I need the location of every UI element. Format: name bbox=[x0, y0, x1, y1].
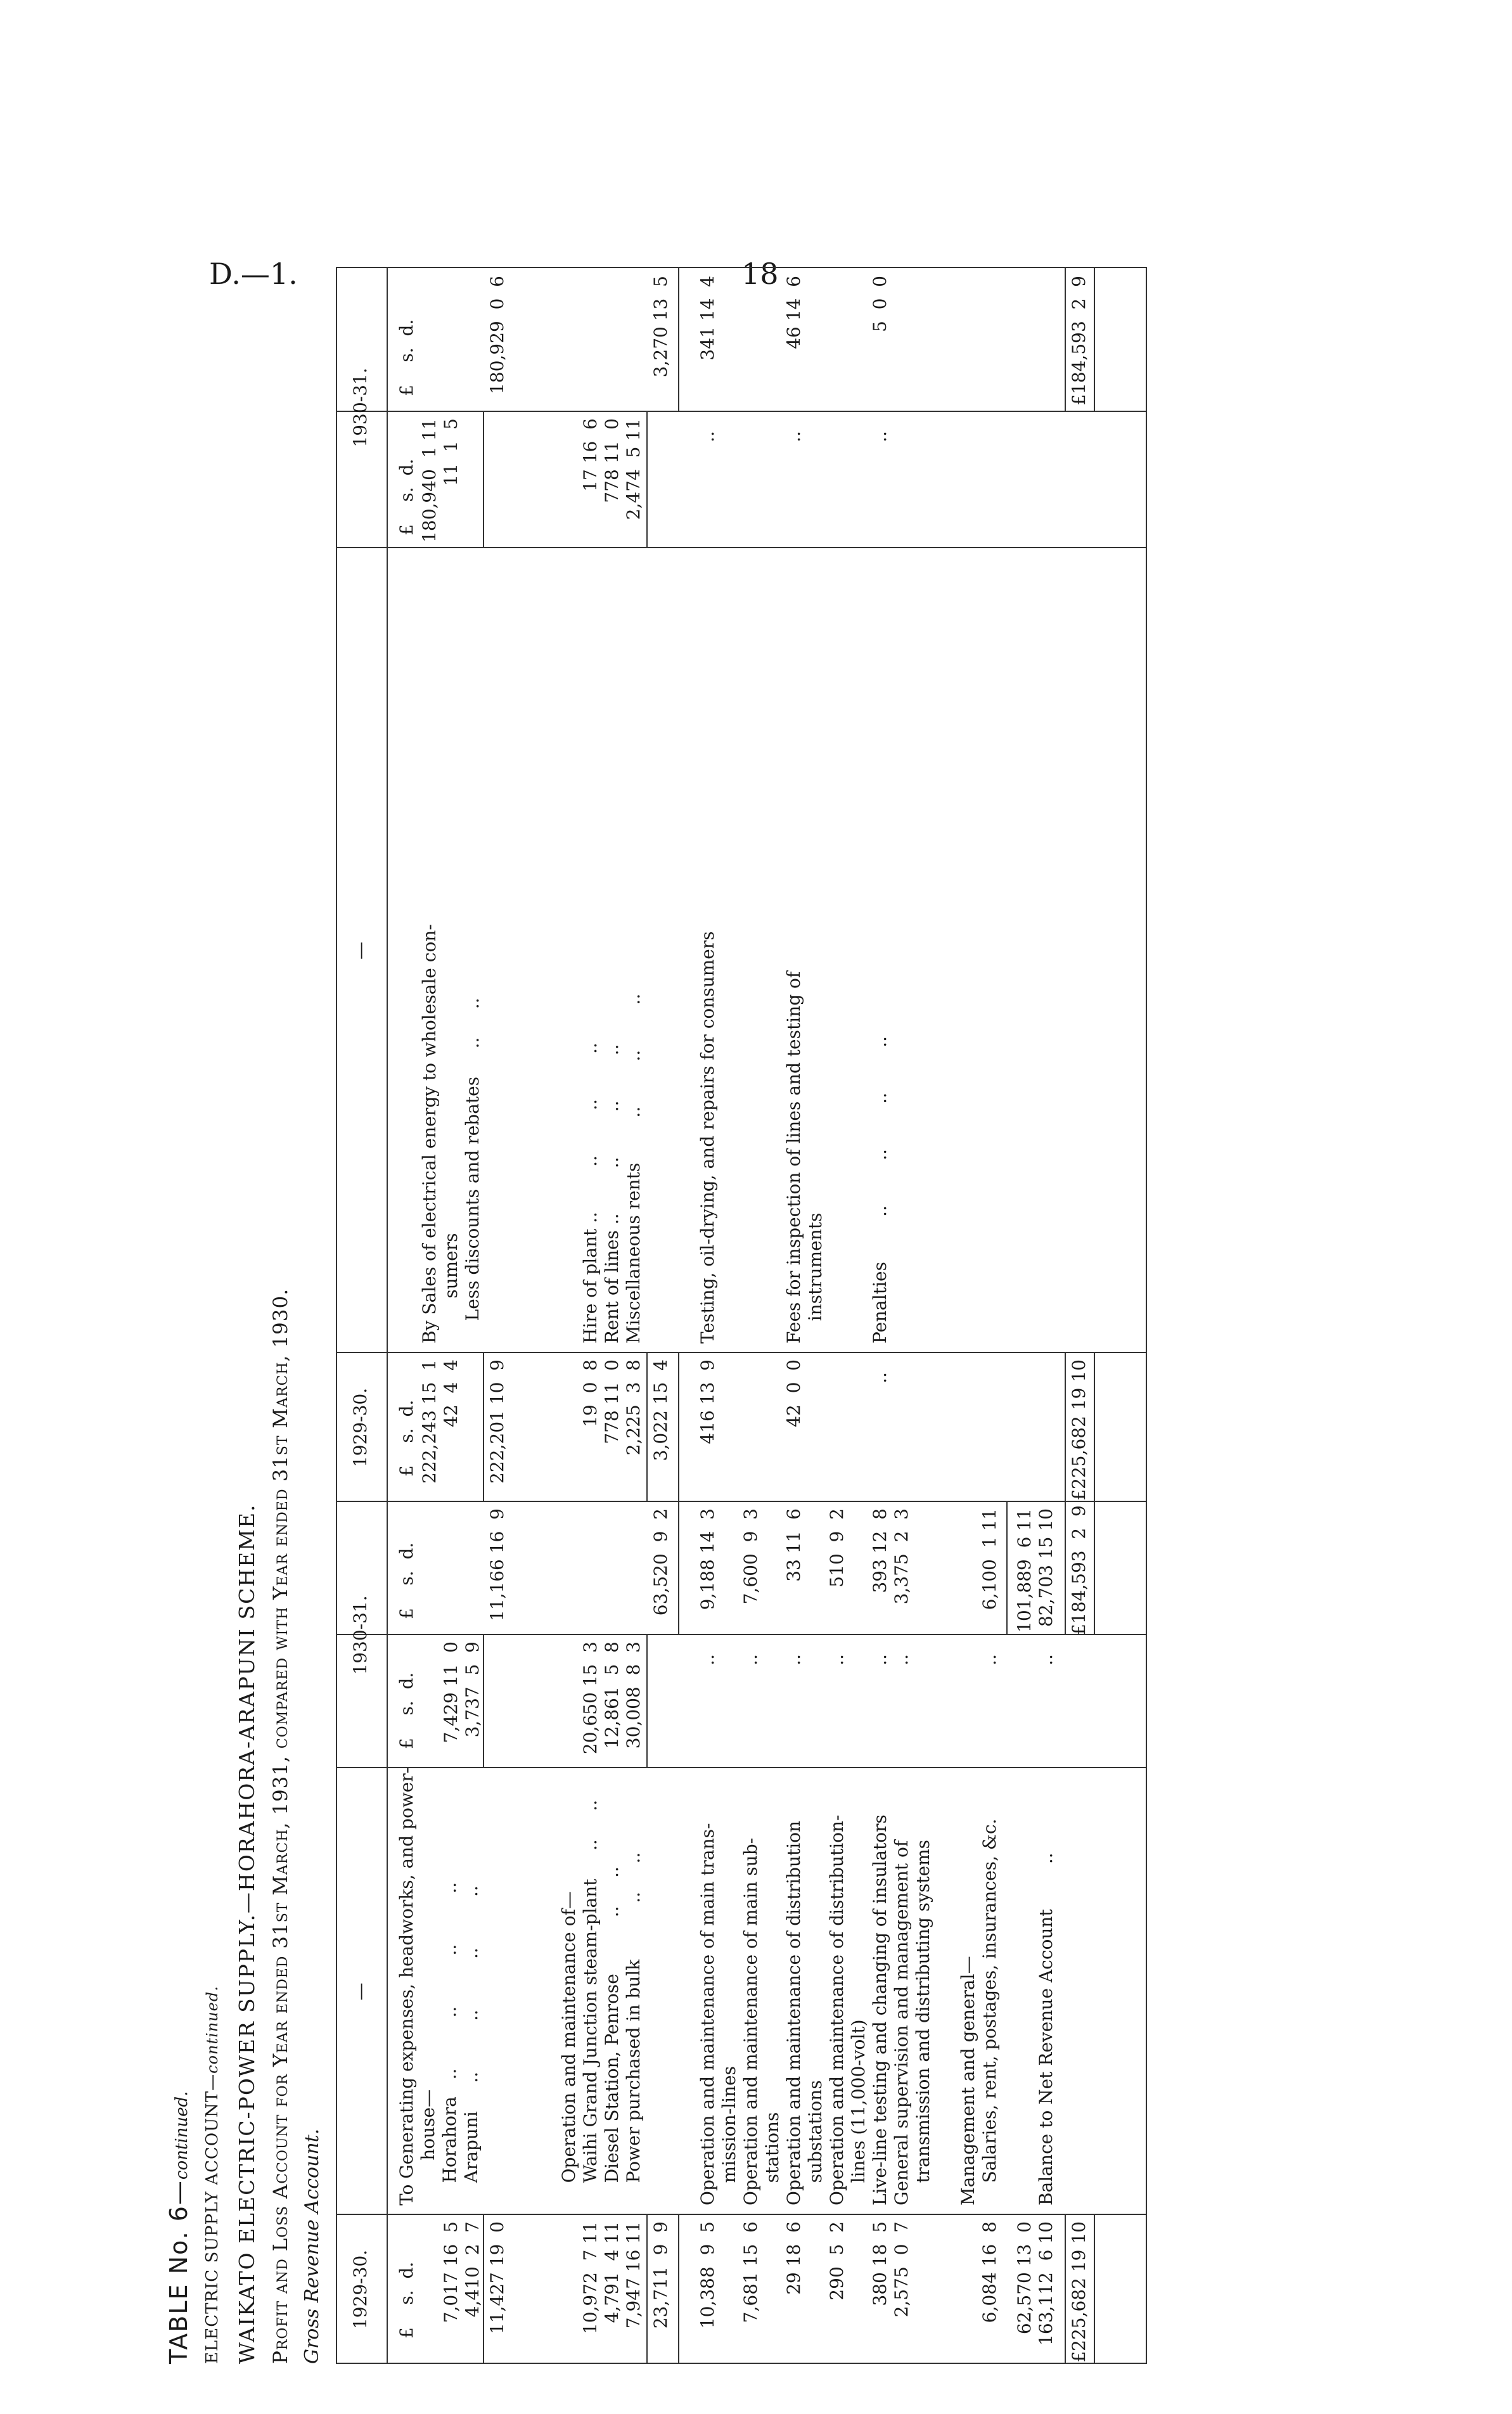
cr-outer-row: 180,929 0 6 bbox=[487, 276, 508, 395]
dr-outer-row: 6,100 1 11 bbox=[979, 1508, 1000, 1610]
dr-1929-row: 29 18 6 bbox=[783, 2221, 804, 2295]
cr-outer-row: 341 14 4 bbox=[697, 276, 718, 361]
section-rule bbox=[678, 1502, 679, 1635]
dr-1929-row: 6,084 16 8 bbox=[979, 2221, 1000, 2323]
dr-1929-row: 380 18 5 2,575 0 7 bbox=[869, 2221, 912, 2318]
frame-right bbox=[336, 267, 1147, 268]
col-sep-6 bbox=[336, 411, 1147, 412]
account-title: ELECTRIC SUPPLY ACCOUNT—continued. bbox=[203, 1986, 222, 2364]
subtotal-rule bbox=[646, 412, 648, 548]
section-rule bbox=[678, 1353, 679, 1502]
dr-1929-row: 11,427 19 0 bbox=[487, 2221, 508, 2335]
dr-1929-row: 62,570 13 0 163,112 6 10 bbox=[1014, 2221, 1056, 2346]
cr-desc-row: Testing, oil-drying, and repairs for consumers bbox=[697, 931, 718, 1344]
dr-inner-row: .. bbox=[979, 1654, 1000, 1666]
table-top-rule bbox=[336, 267, 337, 2364]
cr-1929-row: 19 0 8 778 11 0 2,225 3 8 bbox=[580, 1359, 644, 1456]
dr-total: £225,682 19 10 bbox=[1068, 2221, 1089, 2363]
dr-desc-row: Balance to Net Revenue Account .. bbox=[1035, 1852, 1056, 2205]
cr-desc-row: By Sales of electrical energy to wholesale con- sumers Less discounts and rebates .. .. bbox=[419, 924, 483, 1344]
total-double-rule bbox=[1094, 267, 1095, 412]
dr-desc-row: Live-line testing and changing of insulators General supervision and management of transmission and distributing systems bbox=[869, 1814, 933, 2205]
dr-inner-row: 7,429 11 0 3,737 5 9 bbox=[440, 1641, 483, 1743]
dr-inner-row: .. bbox=[783, 1654, 804, 1666]
subtotal-rule bbox=[483, 1353, 484, 1502]
dr-total: £184,593 2 9 bbox=[1068, 1505, 1089, 1635]
cr-outer-row: 5 0 0 bbox=[869, 276, 890, 333]
lsd-head: £ s. d. bbox=[396, 2261, 417, 2339]
subtotal-rule bbox=[1006, 1502, 1008, 1635]
subtitle: Gross Revenue Account. bbox=[301, 2128, 323, 2364]
lsd-head: £ s. d. bbox=[396, 319, 417, 396]
header-rule bbox=[387, 267, 388, 2364]
lsd-head: £ s. d. bbox=[396, 1399, 417, 1477]
cr-desc-row: Penalties .. .. .. .. bbox=[869, 1036, 890, 1344]
cr-1929-row: 42 0 0 bbox=[783, 1359, 804, 1427]
dr-desc-row: Management and general— Salaries, rent, postages, insurances, &c. bbox=[958, 1818, 1000, 2205]
dr-inner-row: .. bbox=[697, 1654, 718, 1666]
dr-outer-row: 393 12 8 3,375 2 3 bbox=[869, 1508, 912, 1605]
subtotal-rule bbox=[646, 2215, 648, 2364]
dr-desc-row: Operation and maintenance of— Waihi Grand Junction steam-plant .. .. Diesel Station, Penrose .. .. Power purchased in bulk .. .. bbox=[558, 1799, 644, 2183]
doc-ref: D.—1. bbox=[209, 257, 298, 291]
cr-inner-row: .. bbox=[869, 431, 890, 442]
head-dr-1929: 1929-30. bbox=[350, 2249, 371, 2330]
head-dr-1930: 1930-31. bbox=[350, 1595, 371, 1675]
subtotal-rule bbox=[646, 1635, 648, 1768]
dr-inner-row: .. bbox=[1035, 1654, 1056, 1666]
dr-outer-row: 33 11 6 bbox=[783, 1508, 804, 1582]
cr-desc-row: Fees for inspection of lines and testing of instruments bbox=[783, 971, 826, 1344]
dr-outer-row: 63,520 9 2 bbox=[650, 1508, 671, 1616]
head-cr-desc: — bbox=[350, 942, 371, 960]
head-dr-desc: — bbox=[350, 1982, 371, 2001]
total-rule bbox=[1065, 2215, 1066, 2364]
table-title: TABLE No. 6—continued. bbox=[165, 2091, 193, 2364]
cr-1929-row: 416 13 9 bbox=[697, 1359, 718, 1444]
total-rule bbox=[1065, 1502, 1066, 1635]
cr-inner-row: .. bbox=[783, 431, 804, 442]
dr-desc-row: To Generating expenses, headworks, and power- house— Horahora .. .. .. .. Arapuni .. .. .. .. bbox=[396, 1767, 482, 2205]
table-bottom-rule bbox=[1146, 267, 1147, 2364]
cr-inner-row: .. bbox=[697, 431, 718, 442]
dr-outer-row: 510 9 2 bbox=[826, 1508, 847, 1588]
dr-desc-row: Operation and maintenance of main sub- stations bbox=[740, 1837, 783, 2205]
cr-outer-row: 3,270 13 5 bbox=[650, 276, 671, 378]
dr-inner-row: .. bbox=[826, 1654, 847, 1666]
cr-outer-row: 46 14 6 bbox=[783, 276, 804, 349]
subtotal-rule bbox=[483, 412, 484, 548]
section-rule bbox=[678, 267, 679, 412]
cr-total: £225,682 19 10 bbox=[1068, 1359, 1089, 1501]
cr-desc-row: Hire of plant .. .. .. .. Rent of lines .. .. .. .. Miscellaneous rents .. .. .. bbox=[580, 993, 644, 1344]
profit-loss-table bbox=[336, 267, 1147, 2364]
dr-outer-row: 7,600 9 3 bbox=[740, 1508, 761, 1605]
cr-inner-row: 17 16 6 778 11 0 2,474 5 11 bbox=[580, 418, 644, 520]
lsd-head: £ s. d. bbox=[396, 1542, 417, 1619]
dr-inner-row: .. .. bbox=[869, 1654, 912, 1666]
scheme-title: WAIKATO ELECTRIC-POWER SUPPLY.—HORAHORA-ARAPUNI SCHEME. bbox=[234, 1503, 259, 2364]
total-double-rule bbox=[1094, 1353, 1095, 1502]
subtotal-rule bbox=[646, 1353, 648, 1502]
cr-1929-row: .. bbox=[869, 1372, 890, 1384]
lsd-head: £ s. d. bbox=[396, 458, 417, 536]
total-rule bbox=[1065, 1353, 1066, 1502]
cr-total: £184,593 2 9 bbox=[1068, 276, 1089, 406]
period-title: Profit and Loss Account for Year ended 31st March, 1931, compared with Year ended 31st March, 1930. bbox=[269, 1288, 292, 2364]
head-cr-1929: 1929-30. bbox=[350, 1387, 371, 1468]
dr-1929-row: 7,681 15 6 bbox=[740, 2221, 761, 2323]
subtotal-rule bbox=[483, 2215, 484, 2364]
cr-1929-row: 3,022 15 4 bbox=[650, 1359, 671, 1461]
dr-inner-row: .. bbox=[740, 1654, 761, 1666]
total-double-rule bbox=[1094, 1502, 1095, 1635]
dr-1929-row: 10,388 9 5 bbox=[697, 2221, 718, 2329]
dr-desc-row: Operation and maintenance of distribution substations bbox=[783, 1820, 826, 2205]
cr-inner-row: 180,940 1 11 11 1 5 bbox=[419, 418, 461, 543]
dr-1929-row: 23,711 9 9 bbox=[650, 2221, 671, 2329]
dr-inner-row: 20,650 15 3 12,861 5 8 30,008 8 3 bbox=[580, 1641, 644, 1755]
dr-desc-row: Operation and maintenance of main trans- mission-lines bbox=[697, 1823, 740, 2205]
section-rule bbox=[678, 2215, 679, 2364]
page-number: 18 bbox=[741, 257, 779, 291]
cr-1929-row: 222,243 15 1 42 4 4 bbox=[419, 1359, 461, 1484]
cr-1929-row: 222,201 10 9 bbox=[487, 1359, 508, 1484]
total-rule bbox=[1065, 267, 1066, 412]
rotated-table-page bbox=[165, 267, 1147, 2364]
col-sep-4 bbox=[336, 1352, 1147, 1353]
total-double-rule bbox=[1094, 2215, 1095, 2364]
lsd-head: £ s. d. bbox=[396, 1672, 417, 1749]
head-cr-1930: 1930-31. bbox=[350, 368, 371, 447]
dr-outer-row: 101,889 6 11 82,703 15 10 bbox=[1014, 1508, 1056, 1633]
dr-1929-row: 290 5 2 bbox=[826, 2221, 847, 2301]
dr-1929-row: 7,017 16 5 4,410 2 7 bbox=[440, 2221, 483, 2323]
dr-1929-row: 10,972 7 11 4,791 4 11 7,947 16 11 bbox=[580, 2221, 644, 2335]
dr-desc-row: Operation and maintenance of distribution- lines (11,000-volt) bbox=[826, 1814, 869, 2205]
dr-outer-row: 11,166 16 9 bbox=[487, 1508, 508, 1622]
col-sep-1 bbox=[336, 2214, 1147, 2215]
subtotal-rule bbox=[483, 1635, 484, 1768]
dr-outer-row: 9,188 14 3 bbox=[697, 1508, 718, 1610]
